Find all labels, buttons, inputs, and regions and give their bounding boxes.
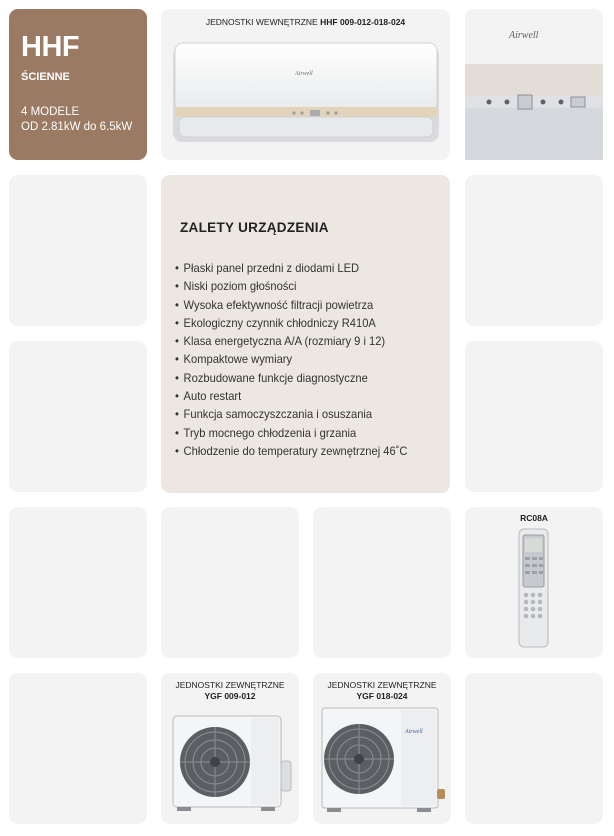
blank-tile — [313, 507, 451, 658]
outdoor-unit-large-tile — [313, 673, 451, 824]
blank-tile — [9, 341, 147, 492]
blank-tile — [465, 175, 603, 326]
remote-control-tile — [465, 507, 603, 658]
advantage-item: • Kompaktowe wymiary — [175, 350, 408, 368]
outdoor-large-caption-line1: JEDNOSTKI ZEWNĘTRZNE — [327, 680, 437, 690]
outdoor-small-caption-line1: JEDNOSTKI ZEWNĘTRZNE — [175, 680, 285, 690]
advantage-item: • Ekologiczny czynnik chłodniczy R410A — [175, 314, 408, 332]
product-title: HHF — [21, 31, 80, 63]
outdoor-unit-small-tile — [161, 673, 299, 824]
outdoor-large-caption-line2: YGF 018-024 — [356, 691, 408, 701]
advantage-item: • Chłodzenie do temperatury zewnętrznej 46˚C — [175, 442, 408, 460]
blank-tile — [9, 175, 147, 326]
product-title-tile — [9, 9, 147, 160]
advantage-item: • Płaski panel przedni z diodami LED — [175, 259, 408, 277]
advantage-item: • Auto restart — [175, 387, 408, 405]
advantage-item: • Funkcja samoczyszczania i osuszania — [175, 405, 408, 423]
advantage-item: • Tryb mocnego chłodzenia i grzania — [175, 424, 408, 442]
models-count: 4 MODELE — [21, 106, 80, 118]
advantages-title: ZALETY URZĄDZENIA — [180, 220, 329, 235]
blank-tile — [9, 673, 147, 824]
blank-tile — [465, 673, 603, 824]
advantage-item: • Klasa energetyczna A/A (rozmiary 9 i 12) — [175, 332, 408, 350]
product-models — [21, 105, 132, 135]
outdoor-small-caption-line2: YGF 009-012 — [204, 691, 256, 701]
advantages-panel — [161, 175, 450, 493]
remote-control-image — [465, 507, 603, 658]
advantage-item: • Niski poziom głośności — [175, 277, 408, 295]
indoor-unit-brand: Airwell — [295, 71, 313, 77]
advantage-item: • Wysoka efektywność filtracji powietrza — [175, 296, 408, 314]
indoor-unit-tile — [161, 9, 450, 160]
indoor-caption-prefix: JEDNOSTKI WEWNĘTRZNE — [205, 17, 318, 27]
panel-closeup-brand: Airwell — [509, 30, 539, 41]
blank-tile — [161, 507, 299, 658]
remote-control-label: RC08A — [520, 513, 548, 523]
advantage-item: • Rozbudowane funkcje diagnostyczne — [175, 369, 408, 387]
indoor-caption-models: HHF 009-012-018-024 — [320, 17, 406, 27]
outdoor-unit-small-image — [161, 673, 299, 824]
outdoor-large-brand: Airwell — [405, 729, 423, 735]
blank-tile — [9, 507, 147, 658]
outdoor-unit-large-image — [313, 673, 451, 824]
models-range: OD 2.81kW do 6.5kW — [21, 121, 133, 133]
product-subtitle: ŚCIENNE — [21, 71, 70, 83]
blank-tile — [465, 341, 603, 492]
indoor-panel-closeup-tile — [465, 9, 603, 160]
advantages-list — [175, 259, 408, 460]
indoor-unit-image — [161, 9, 450, 160]
